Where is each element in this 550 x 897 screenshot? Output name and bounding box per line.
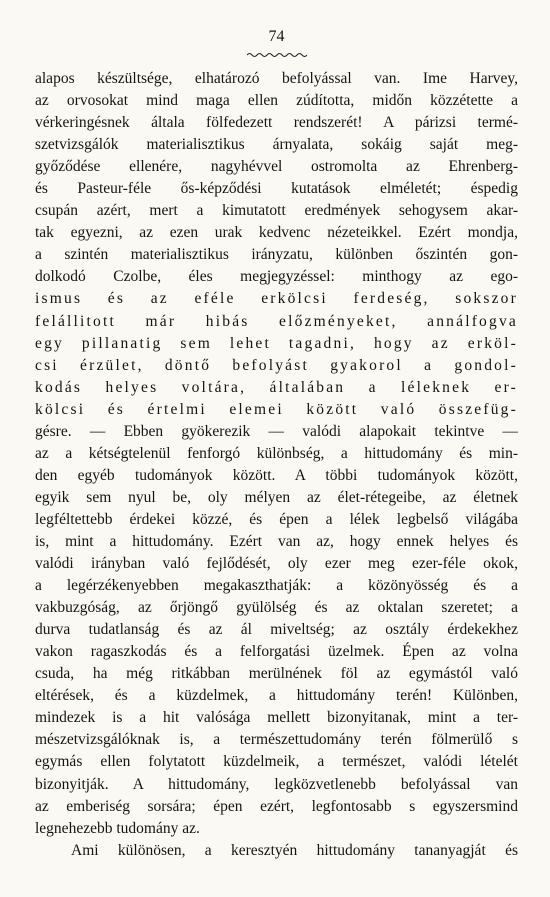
text-line: dolkodó Czolbe, éles megjegyzéssel: minthogy az ego-: [35, 268, 518, 286]
text-line-emphasized: kodás helyes voltára, általában a léleknek er-: [35, 378, 518, 396]
text-line-emphasized: kölcsi és értelmi elemei között való összefüg-: [35, 400, 518, 418]
text-line: is, mint a hittudomány. Ezért van az, hogy ennek helyes és: [35, 532, 518, 550]
text-line: vakbuzgóság, az őrjöngő gyülölség és az oktalan szeretet; a: [35, 599, 518, 617]
paragraph-start-line: Ami különösen, a keresztyén hittudomány tananyagját és: [71, 841, 518, 859]
text-line: legnehezebb tudomány az.: [35, 819, 200, 837]
text-line-emphasized: ismus és az eféle erkölcsi ferdeség, sokszor: [35, 290, 518, 308]
text-line: bizonyitják. A hittudomány, legközvetlenebb befolyással van: [35, 775, 518, 793]
text-line: szetvizsgálók materialisztikus árnyalata, sokáig saját meg-: [35, 136, 518, 154]
text-line: és Pasteur-féle ős-képződési kutatások elméletét; éspedig: [35, 180, 518, 198]
text-line: valódi irányban való fejlődését, oly ezer meg ezer-féle okok,: [35, 555, 518, 573]
text-line: vakon ragaszkodás és a felforgatási üzelmek. Épen az volna: [35, 643, 518, 661]
text-line: mindezek is a hit valósága mellett bizonyitanak, mint a ter-: [35, 709, 518, 727]
text-line-emphasized: egy pillanatig sem lehet tagadni, hogy az erköl-: [35, 334, 518, 352]
text-line: vérkeringésnek általa fölfedezett rendszerét! A párizsi termé-: [35, 114, 518, 132]
text-line: csupán azért, mert a kimutatott eredmények sehogysem akar-: [35, 202, 518, 220]
text-line: legféltettebb érdekei közzé, és épen a lélek legbelső világába: [35, 510, 518, 528]
book-page: [35, 28, 518, 883]
text-line: tak egyezni, az ezen urak kedvenc nézeteikkel. Ezért mondja,: [35, 224, 518, 242]
text-line: a szintén materialisztikus irányzatu, különben őszintén gon-: [35, 246, 518, 264]
page-number: 74: [268, 28, 285, 45]
text-line: alapos készültsége, elhatározó befolyással van. Ime Harvey,: [35, 70, 518, 87]
text-line: egyik sem nyul be, oly mélyen az élet-rétegeibe, az életnek: [35, 488, 518, 506]
text-line: a legérzékenyebben megakaszthatják: a közönyösség és a: [35, 577, 518, 595]
page-number-ornament: [247, 52, 307, 58]
text-line: mészetvizsgálóknak is, a természettudomány terén fölmerülő s: [35, 731, 518, 749]
text-line: csuda, ha még ritkábban merülnének föl az egymástól való: [35, 665, 518, 683]
text-line: az emberiség sorsára; épen ezért, legfontosabb s egyszersmind: [35, 797, 518, 815]
text-line: den egyéb tudományok között. A többi tudományok között,: [35, 466, 518, 484]
text-line: durva tudatlanság és az ál miveltség; az osztály érdekekhez: [35, 621, 518, 639]
text-line: gésre. — Ebben gyökerezik — valódi alapokait tekintve —: [35, 422, 518, 440]
text-line: egymás ellen folytatott küzdelmeik, a természet, valódi lételét: [35, 753, 518, 771]
text-line: az a kétségtelenül fenforgó különbség, a hittudomány és min-: [35, 444, 518, 462]
text-line: az orvosokat mind maga ellen zúdította, midőn közzétette a: [35, 92, 518, 110]
text-line: eltérések, és a küzdelmek, a hittudomány terén! Különben,: [35, 687, 518, 705]
text-line: győződése ellenére, nagyhévvel ostromolta az Ehrenberg-: [35, 158, 518, 176]
text-line-emphasized: felállitott már hibás előzményeket, annálfogva: [35, 312, 518, 330]
body-text: [35, 68, 518, 862]
text-line-emphasized: csi érzület, döntő befolyást gyakorol a gondol-: [35, 356, 518, 374]
